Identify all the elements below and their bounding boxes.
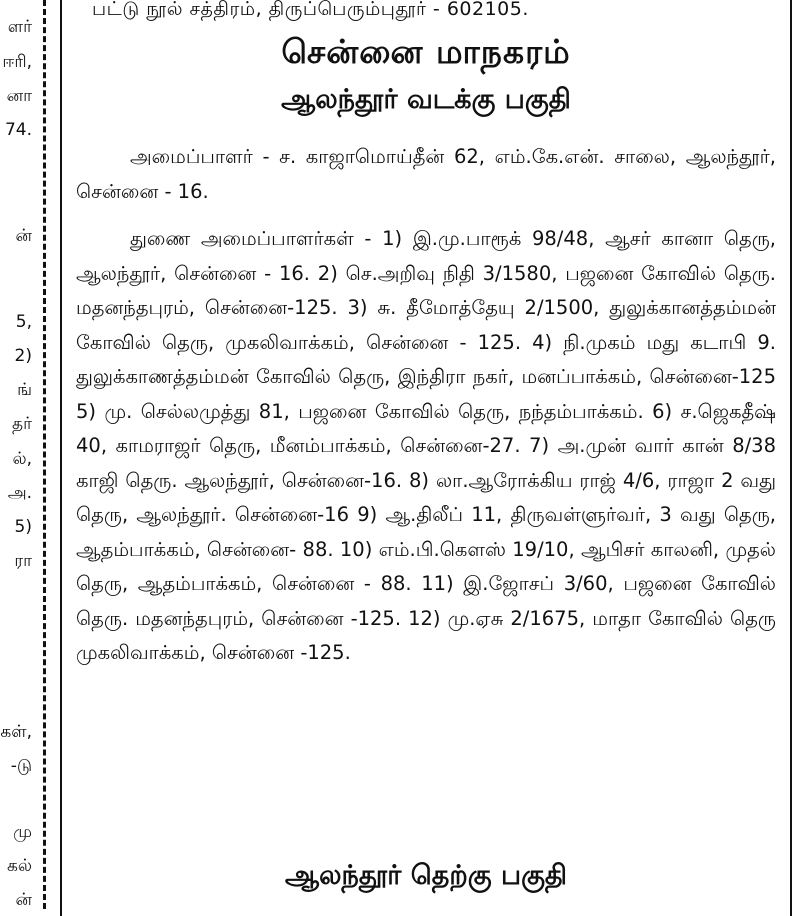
fragment-text: அ. (7, 483, 32, 503)
fragment-text: கள், (0, 722, 32, 742)
fragment-text: 5, (15, 312, 32, 332)
fragment-text: 5) (14, 517, 32, 537)
fragment-text: ல், (12, 449, 32, 469)
deputy-organizers-paragraph: துணை அமைப்பாளர்கள் - 1) இ.மு.பாரூக் 98/48, ஆசர் கானா தெரு, ஆலந்தூர், சென்னை - 16. 2) செ.அறிவு நிதி 3/1580, பஜனை கோவில் தெரு. மதனந்தபுரம், சென்னை-125. 3) சு. தீமோத்தேயு 2/1500, துலுக்கானத்தம்மன் கோவில் தெரு, முகலிவாக்கம், சென்னை - 125. 4) நி.முகம் மது கடாபி 9. துலுக்காணத்தம்மன் கோவில் தெரு, இந்திரா நகர், மனப்பாக்கம், சென்னை-125 5) மு. செல்லமுத்து 81, பஜனை கோவில் தெரு, நந்தம்பாக்கம். 6) ச.ஜெகதீஷ் 40, காமராஜர் தெரு, மீனம்பாக்கம், சென்னை-27. 7) அ.முன் வார் கான் 8/38 காஜி தெரு. ஆலந்தூர், சென்னை-16. 8) லா.ஆரோக்கிய ராஜ் 4/6, ராஜா 2 வது தெரு, ஆலந்தூர். சென்னை-16 9) ஆ.திலீப் 11, திருவள்ளுர்வர், 3 வது தெரு, ஆதம்பாக்கம், சென்னை- 88. 10) எம்.பி.கௌஸ் 19/10, ஆபிசர் காலனி, முதல் தெரு, ஆதம்பாக்கம், சென்னை - 88. 11) இ.ஜோசப் 3/60, பஜனை கோவில் தெரு. மதனந்தபுரம், சென்னை -125. 12) மு.ஏசு 2/1675, மாதா கோவில் தெரு முகலிவாக்கம், சென்னை -125. (76, 227, 776, 664)
fragment-text: ன் (15, 890, 32, 909)
section-title: சென்னை மாநகரம் (281, 32, 571, 71)
fragment-text: ன் (15, 226, 32, 246)
fragment-text: னா (6, 86, 32, 106)
subsection-title: ஆலந்தூர் வடக்கு பகுதி (281, 84, 571, 115)
column-divider (43, 0, 46, 909)
organizer-paragraph: அமைப்பாளர் - ச. காஜாமொய்தீன் 62, எம்.கே.என். சாலை, ஆலந்தூர், சென்னை - 16. (76, 145, 776, 203)
fragment-text: 74. (4, 120, 32, 140)
fragment-text: தர் (12, 414, 32, 434)
adjacent-column-fragment (0, 0, 58, 909)
header-address-line: பட்டு நூல் சத்திரம், திருப்பெரும்புதூர் - 602105. (92, 0, 529, 20)
article-box (60, 0, 792, 916)
fragment-text: கல் (7, 856, 32, 876)
fragment-text: ளர் (7, 17, 32, 37)
fragment-text: ஈரி, (2, 52, 32, 72)
fragment-text: மு (13, 822, 32, 842)
fragment-text: 2) (14, 346, 32, 366)
fragment-text: ரா (14, 551, 32, 571)
next-subsection-title: ஆலந்தூர் தெற்கு பகுதி (284, 860, 568, 891)
fragment-text: ங் (17, 380, 32, 400)
fragment-text: -டு (10, 756, 32, 776)
